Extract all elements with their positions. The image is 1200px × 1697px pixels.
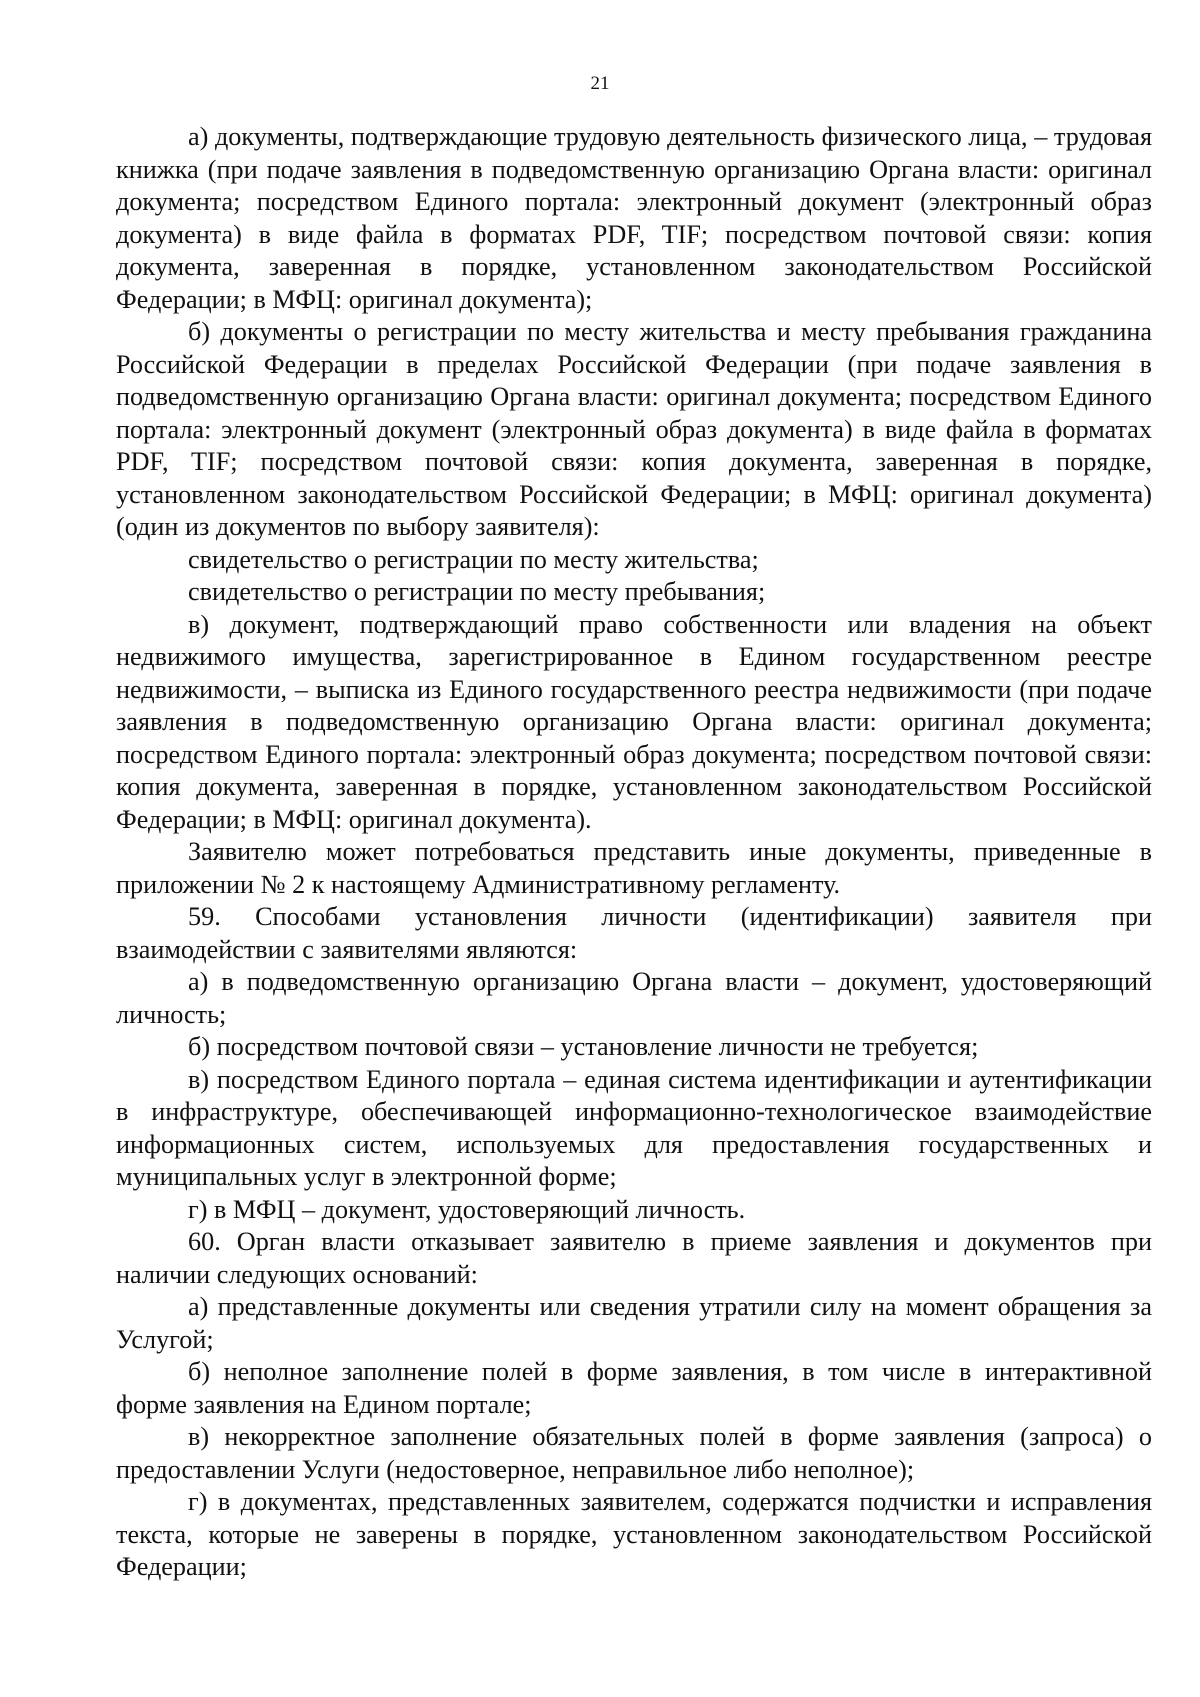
paragraph-59-b: б) посредством почтовой связи – установление личности не требуется; (188, 1032, 979, 1061)
paragraph-b-registration-documents: б) документы о регистрации по месту жительства и месту пребывания гражданина Российской Федерации в пределах Российской Федерации (при подаче заявления в подведомственную организацию Органа власти: оригинал документа; посредством Единого портала: электронный документ (электронный образ документа) в виде файла в форматах PDF, TIF; посредством почтовой связи: копия документа, заверенная в порядке, установленном законодательством Российской Федерации; в МФЦ: оригинал документа) (один из документов по выбору заявителя): (116, 317, 1152, 541)
paragraph-60-g: г) в документах, представленных заявителем, содержатся подчистки и исправления текста, которые не заверены в порядке, установленном законодательством Российской Федерации; (116, 1487, 1152, 1581)
paragraph-residence-certificate: свидетельство о регистрации по месту жительства; (188, 544, 759, 574)
paragraph-60-refusal: 60. Орган власти отказывает заявителю в приеме заявления и документов при наличии следующих оснований: (116, 1227, 1152, 1289)
paragraph-a-work-documents: а) документы, подтверждающие трудовую деятельность физического лица, – трудовая книжка (при подаче заявления в подведомственную организацию Органа власти: оригинал документа; посредством Единого портала: электронный документ (электронный образ документа) в виде файла в форматах PDF, TIF; посредством почтовой связи: копия документа, заверенная в порядке, установленном законодательством Российской Федерации; в МФЦ: оригинал документа); (116, 122, 1152, 314)
paragraph-59-a: а) в подведомственную организацию Органа власти – документ, удостоверяющий личность; (116, 967, 1152, 1029)
paragraph-59-identification: 59. Способами установления личности (идентификации) заявителя при взаимодействии с заявителями являются: (116, 902, 1152, 964)
paragraph-60-v: в) некорректное заполнение обязательных полей в форме заявления (запроса) о предоставлении Услуги (недостоверное, неправильное либо неполное); (116, 1422, 1152, 1484)
paragraph-60-b: б) неполное заполнение полей в форме заявления, в том числе в интерактивной форме заявления на Едином портале; (116, 1357, 1152, 1419)
paragraph-v-property-document: в) документ, подтверждающий право собственности или владения на объект недвижимого имущества, зарегистрированное в Едином государственном реестре недвижимости, – выписка из Единого государственного реестра недвижимости (при подаче заявления в подведомственную организацию Органа власти: оригинал документа; посредством Единого портала: электронный образ документа; посредством почтовой связи: копия документа, заверенная в порядке, установленном законодательством Российской Федерации; в МФЦ: оригинал документа). (116, 609, 1152, 834)
paragraph-59-g: г) в МФЦ – документ, удостоверяющий личность. (188, 1194, 746, 1224)
paragraph-stay-certificate: свидетельство о регистрации по месту пребывания; (188, 577, 766, 606)
page-number: 21 (590, 73, 610, 94)
paragraph-59-v: в) посредством Единого портала – единая система идентификации и аутентификации в инфраструктуре, обеспечивающей информационно-технологическое взаимодействие информационных систем, используемых для предоставления государственных и муниципальных услуг в электронной форме; (116, 1064, 1152, 1191)
paragraph-other-documents: Заявителю может потребоваться представить иные документы, приведенные в приложении № 2 к настоящему Административному регламенту. (116, 837, 1152, 899)
document-body (116, 121, 1152, 1584)
paragraph-60-a: а) представленные документы или сведения утратили силу на момент обращения за Услугой; (116, 1292, 1152, 1354)
